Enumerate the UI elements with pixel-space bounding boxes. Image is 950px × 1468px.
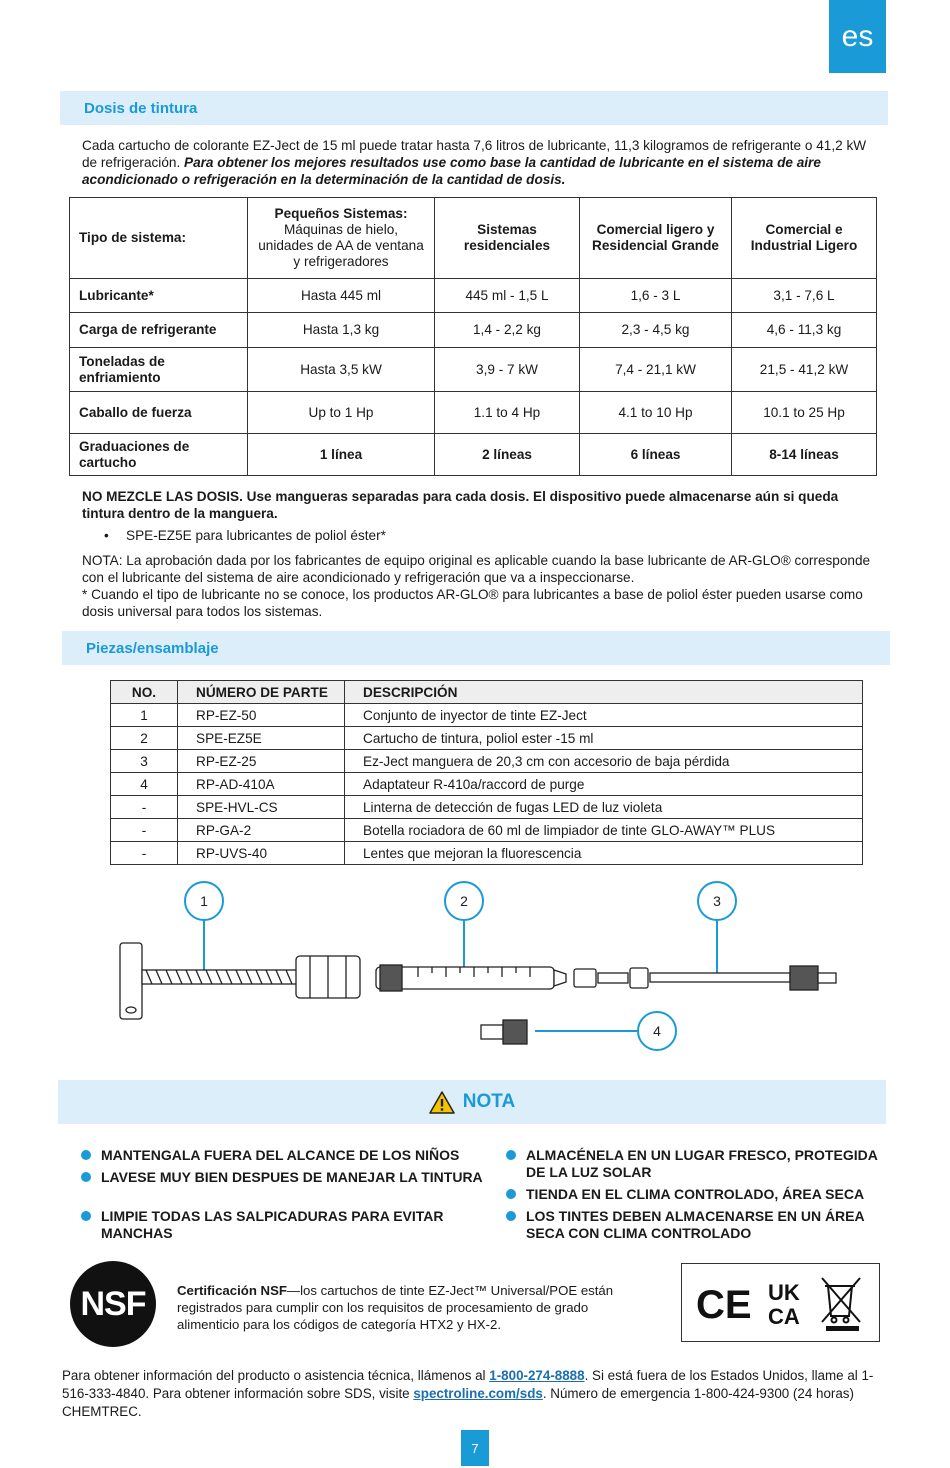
table-cell: 1 línea: [248, 434, 435, 476]
table-row: [111, 727, 863, 750]
table-cell: SPE-EZ5E: [178, 727, 345, 750]
table-cell: 3,1 - 7,6 L: [732, 279, 877, 313]
cartridge-part: [376, 965, 566, 991]
header-small-title: Pequeños Sistemas:: [274, 206, 408, 221]
table-cell: 8-14 líneas: [732, 434, 877, 476]
table-row: [70, 348, 877, 392]
compliance-marks: [681, 1263, 880, 1342]
row-label: Caballo de fuerza: [70, 392, 248, 434]
table-cell: RP-EZ-50: [178, 704, 345, 727]
nota-left-2: LAVESE MUY BIEN DESPUES DE MANEJAR LA TINTURA: [101, 1169, 483, 1185]
bullet-dot: [506, 1211, 516, 1221]
table-row: [111, 750, 863, 773]
adapter-part: [481, 1020, 527, 1044]
table-cell: RP-AD-410A: [178, 773, 345, 796]
table-row: [70, 279, 877, 313]
dose-intro-emphasis: Para obtener los mejores resultados use como base la cantidad de lubricante en el sistema de aire acondicionado o refrigeración en la determinación de la cantidad de dosis.: [82, 155, 821, 187]
table-cell: 3,9 - 7 kW: [435, 348, 580, 392]
header-description: DESCRIPCIÓN: [345, 681, 863, 704]
header-commercial-industrial: Comercial e Industrial Ligero: [732, 198, 877, 279]
nota-right-3: LOS TINTES DEBEN ALMACENARSE EN UN ÁREA SECA CON CLIMA CONTROLADO: [526, 1208, 865, 1241]
table-cell: Linterna de detección de fugas LED de luz violeta: [345, 796, 863, 819]
table-cell: 1: [111, 704, 178, 727]
compliance-marks-graphic: [682, 1264, 881, 1343]
list-item: [526, 1186, 896, 1203]
page-number: 7: [461, 1430, 489, 1466]
parts-table: [110, 680, 863, 865]
header-small-systems: [248, 198, 435, 279]
table-row: [111, 819, 863, 842]
table-cell: 4.1 to 10 Hp: [580, 392, 732, 434]
assembly-diagram: [0, 870, 950, 1060]
table-cell: 1,6 - 3 L: [580, 279, 732, 313]
dose-table-header: [70, 198, 877, 279]
header-no: NO.: [111, 681, 178, 704]
table-cell: 7,4 - 21,1 kW: [580, 348, 732, 392]
language-tab: es: [829, 0, 886, 73]
table-cell: Conjunto de inyector de tinte EZ-Ject: [345, 704, 863, 727]
bullet-dot: [506, 1150, 516, 1160]
table-cell: SPE-HVL-CS: [178, 796, 345, 819]
dose-intro-text: Cada cartucho de colorante EZ-Ject de 15 ml puede tratar hasta 7,6 litros de lubricante, 11,3 kilogramos de refrigerante o 41,2 kW de refrigeración.: [82, 138, 867, 170]
table-cell: Cartucho de tintura, poliol ester -15 ml: [345, 727, 863, 750]
table-cell: Botella rociadora de 60 ml de limpiador de tinte GLO-AWAY™ PLUS: [345, 819, 863, 842]
nota-right-1: ALMACÉNELA EN UN LUGAR FRESCO, PROTEGIDA DE LA LUZ SOLAR: [526, 1147, 878, 1180]
table-cell: 4,6 - 11,3 kg: [732, 313, 877, 348]
bullet-dot: [81, 1172, 91, 1182]
table-cell: 1.1 to 4 Hp: [435, 392, 580, 434]
table-row: [70, 313, 877, 348]
nsf-cert-title: Certificación NSF: [177, 1283, 287, 1298]
note-text-1: NOTA: La aprobación dada por los fabricantes de equipo original es aplicable cuando la base lubricante de AR-GLO® corresponde con el lubricante del sistema de aire acondicionado y refrigeración que va a inspeccionarse.: [82, 553, 871, 585]
ce-mark: CE: [696, 1283, 752, 1327]
callout-label-1: 1: [200, 893, 208, 909]
table-cell: Lentes que mejoran la fluorescencia: [345, 842, 863, 865]
table-cell: RP-EZ-25: [178, 750, 345, 773]
header-system-type: Tipo de sistema:: [70, 198, 248, 279]
injector-part: [120, 943, 360, 1019]
footer-text-2: . Si está fuera de los Estados Unidos, llame al 1-516-333-4840. Para obtener información sobre SDS, visite: [62, 1368, 874, 1401]
row-label: Toneladas de enfriamiento: [70, 348, 248, 392]
dose-note: [82, 552, 882, 620]
dose-section-title: Dosis de tintura: [60, 91, 888, 125]
bullet-dot: [81, 1150, 91, 1160]
nota-title: NOTA: [462, 1091, 516, 1112]
list-item: [101, 1147, 491, 1164]
table-cell: 2 líneas: [435, 434, 580, 476]
table-row: [111, 842, 863, 865]
footer-text-1: Para obtener información del producto o asistencia técnica, llámenos al: [62, 1368, 490, 1383]
nsf-logo: NSF: [70, 1261, 156, 1347]
parts-section-title: Piezas/ensamblaje: [62, 631, 890, 665]
table-cell: RP-UVS-40: [178, 842, 345, 865]
bullet-text: SPE-EZ5E para lubricantes de poliol éster*: [126, 528, 386, 543]
header-part-number: NÚMERO DE PARTE: [178, 681, 345, 704]
nsf-cert-text: —los cartuchos de tinte EZ-Ject™ Universal/POE están registrados para cumplir con los requisitos de procesamiento de grado alimenticio para los códigos de categoría HTX2 y HX-2.: [177, 1283, 614, 1332]
row-label: Graduaciones de cartucho: [70, 434, 248, 476]
footer-text-3: . Número de emergencia 1-800-424-9300 (24 horas) CHEMTREC.: [62, 1386, 854, 1419]
table-cell: -: [111, 842, 178, 865]
list-item: [526, 1208, 896, 1242]
ukca-mark-top: UK: [768, 1280, 800, 1305]
nota-banner: [58, 1080, 886, 1124]
nota-left-3: LIMPIE TODAS LAS SALPICADURAS PARA EVITAR MANCHAS: [101, 1208, 444, 1241]
table-cell: 445 ml - 1,5 L: [435, 279, 580, 313]
row-label: Lubricante*: [70, 279, 248, 313]
dose-intro: [82, 137, 877, 188]
table-cell: -: [111, 819, 178, 842]
table-row: [111, 704, 863, 727]
table-cell: Hasta 445 ml: [248, 279, 435, 313]
header-light-commercial: Comercial ligero y Residencial Grande: [580, 198, 732, 279]
table-cell: 3: [111, 750, 178, 773]
table-cell: 10.1 to 25 Hp: [732, 392, 877, 434]
table-cell: RP-GA-2: [178, 819, 345, 842]
weee-bar-icon: [826, 1326, 859, 1331]
table-cell: -: [111, 796, 178, 819]
nota-right-2: TIENDA EN EL CLIMA CONTROLADO, ÁREA SECA: [526, 1186, 865, 1202]
table-row: [111, 773, 863, 796]
nsf-certification: [177, 1282, 647, 1333]
bullet-dot: •: [104, 528, 109, 543]
table-cell: 2: [111, 727, 178, 750]
row-label: Carga de refrigerante: [70, 313, 248, 348]
callout-label-2: 2: [460, 893, 468, 909]
callout-label-4: 4: [653, 1023, 661, 1039]
ukca-mark-bottom: CA: [768, 1304, 800, 1329]
list-item: [526, 1147, 896, 1181]
table-row: [111, 796, 863, 819]
weee-bin-icon: [822, 1278, 860, 1323]
bullet-dot: [506, 1189, 516, 1199]
phone-link[interactable]: 1-800-274-8888: [489, 1368, 585, 1383]
dose-warning: NO MEZCLE LAS DOSIS. Use mangueras separadas para cada dosis. El dispositivo puede almacenarse aún si queda tintura dentro de la manguera.: [82, 489, 839, 521]
list-item: [101, 1169, 491, 1186]
table-cell: 4: [111, 773, 178, 796]
list-item: [101, 1208, 491, 1242]
table-cell: Ez-Ject manguera de 20,3 cm con accesorio de baja pérdida: [345, 750, 863, 773]
footer-contact: [62, 1367, 892, 1421]
table-cell: Hasta 3,5 kW: [248, 348, 435, 392]
note-text-2: * Cuando el tipo de lubricante no se conoce, los productos AR-GLO® para lubricantes a base de poliol éster pueden usarse como dosis universal para todos los sistemas.: [82, 587, 863, 619]
header-residential: Sistemas residenciales: [435, 198, 580, 279]
table-cell: 6 líneas: [580, 434, 732, 476]
dose-table: [69, 197, 877, 476]
callout-label-3: 3: [713, 893, 721, 909]
table-cell: Up to 1 Hp: [248, 392, 435, 434]
table-row: [70, 434, 877, 476]
table-cell: 2,3 - 4,5 kg: [580, 313, 732, 348]
table-cell: 21,5 - 41,2 kW: [732, 348, 877, 392]
parts-table-header: [111, 681, 863, 704]
sds-link[interactable]: spectroline.com/sds: [413, 1386, 543, 1401]
table-cell: Hasta 1,3 kg: [248, 313, 435, 348]
table-cell: 1,4 - 2,2 kg: [435, 313, 580, 348]
header-small-sub: Máquinas de hielo, unidades de AA de ventana y refrigeradores: [258, 222, 424, 269]
nota-left-1: MANTENGALA FUERA DEL ALCANCE DE LOS NIÑOS: [101, 1147, 460, 1163]
bullet-dot: [81, 1211, 91, 1221]
warning-icon: [429, 1091, 455, 1114]
table-cell: Adaptateur R-410a/raccord de purge: [345, 773, 863, 796]
hose-part: [574, 966, 836, 990]
table-row: [70, 392, 877, 434]
list-item: [104, 527, 884, 544]
